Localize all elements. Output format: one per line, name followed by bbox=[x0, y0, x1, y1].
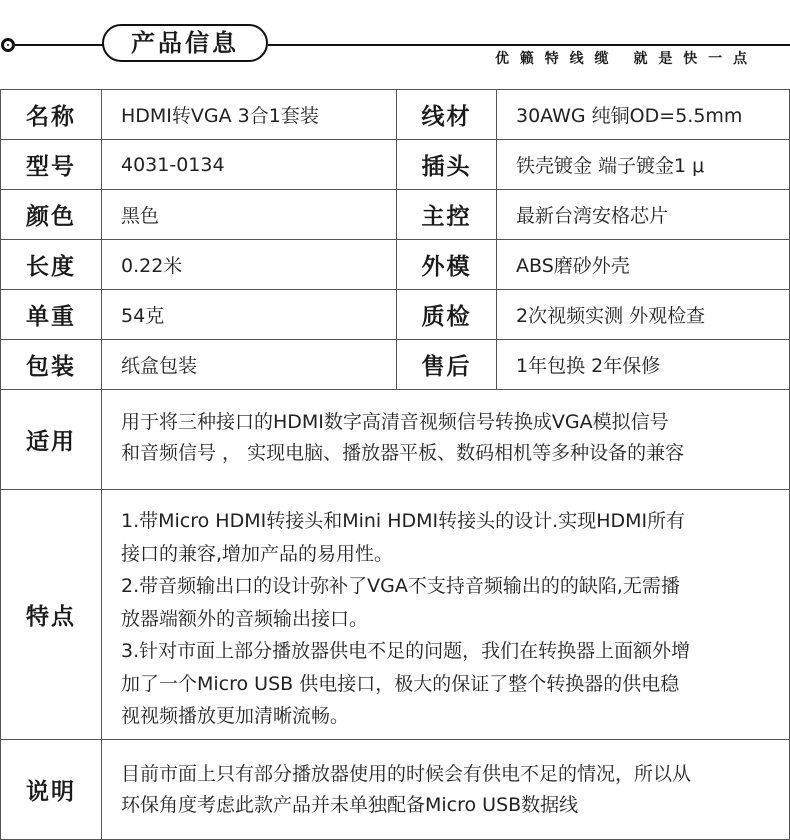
section-header bbox=[0, 0, 790, 88]
spec-value: 0.22米 bbox=[121, 255, 183, 277]
spec-label: 单重 bbox=[26, 304, 76, 330]
table-rule bbox=[0, 389, 790, 390]
note-text bbox=[121, 759, 781, 821]
header-rule-left bbox=[15, 44, 103, 46]
spec-value: ABS磨砂外壳 bbox=[516, 255, 630, 277]
spec-label: 主控 bbox=[421, 204, 472, 230]
brand-slogan bbox=[495, 48, 750, 68]
spec-value: 铁壳镀金 端子镀金1 μ bbox=[516, 155, 705, 177]
spec-label: 插头 bbox=[421, 154, 472, 180]
circle-bullet-icon bbox=[1, 38, 15, 52]
section-title: 产品信息 bbox=[102, 24, 268, 62]
features-line: 3.针对市面上部分播放器供电不足的问题，我们在转换器上面额外增 bbox=[121, 640, 691, 662]
spec-label: 名称 bbox=[26, 104, 76, 130]
header-rule-right bbox=[268, 44, 790, 46]
spec-value: 30AWG 纯铜OD=5.5mm bbox=[516, 105, 743, 127]
features-line: 1.带Micro HDMI转接头和Mini HDMI转接头的设计.实现HDMI所有 bbox=[121, 510, 686, 532]
features-line: 视视频播放更加清晰流畅。 bbox=[121, 705, 350, 727]
spec-label: 型号 bbox=[26, 154, 76, 180]
features-line: 放器端额外的音频输出接口。 bbox=[121, 607, 369, 630]
spec-label: 包装 bbox=[26, 354, 76, 380]
features-line: 2.带音频输出口的设计弥补了VGA不支持音频输出的的缺陷,无需播 bbox=[121, 575, 680, 597]
table-rule bbox=[0, 489, 790, 490]
spec-value: 黑色 bbox=[121, 205, 160, 227]
spec-value: 54克 bbox=[121, 305, 165, 327]
slogan-brand: 优 籁 特 线 缆 bbox=[495, 51, 612, 67]
spec-table bbox=[0, 89, 790, 840]
features-line: 接口的兼容,增加产品的易用性。 bbox=[121, 542, 394, 565]
usage-line: 用于将三种接口的HDMI数字高清音视频信号转换成VGA模拟信号 bbox=[121, 411, 669, 433]
spec-value: 2次视频实测 外观检查 bbox=[516, 305, 706, 327]
features-label: 特点 bbox=[26, 604, 76, 630]
spec-label: 线材 bbox=[421, 104, 472, 130]
spec-label: 质检 bbox=[421, 304, 472, 330]
usage-text bbox=[121, 407, 781, 469]
spec-label: 长度 bbox=[26, 254, 76, 280]
slogan-tagline: 就 是 快 一 点 bbox=[633, 51, 750, 67]
spec-value: HDMI转VGA 3合1套装 bbox=[121, 105, 319, 127]
usage-label: 适用 bbox=[26, 429, 76, 455]
spec-label: 颜色 bbox=[26, 204, 76, 230]
features-text bbox=[121, 505, 781, 733]
spec-value: 1年包换 2年保修 bbox=[516, 355, 661, 377]
spec-label: 售后 bbox=[421, 354, 472, 380]
note-line: 目前市面上只有部分播放器使用的时候会有供电不足的情况，所以从 bbox=[121, 763, 692, 785]
features-line: 加了一个Micro USB 供电接口，极大的保证了整个转换器的供电稳 bbox=[121, 672, 680, 695]
table-rule bbox=[0, 739, 790, 740]
spec-value: 4031-0134 bbox=[121, 153, 225, 176]
note-label: 说明 bbox=[26, 779, 76, 805]
note-line: 环保角度考虑此款产品并未单独配备Micro USB数据线 bbox=[121, 794, 579, 816]
usage-line: 和音频信号 ， 实现电脑、播放器平板、数码相机等多种设备的兼容 bbox=[121, 442, 685, 464]
spec-value: 纸盒包装 bbox=[121, 355, 198, 377]
spec-value: 最新台湾安格芯片 bbox=[516, 205, 669, 227]
spec-label: 外模 bbox=[421, 254, 472, 280]
